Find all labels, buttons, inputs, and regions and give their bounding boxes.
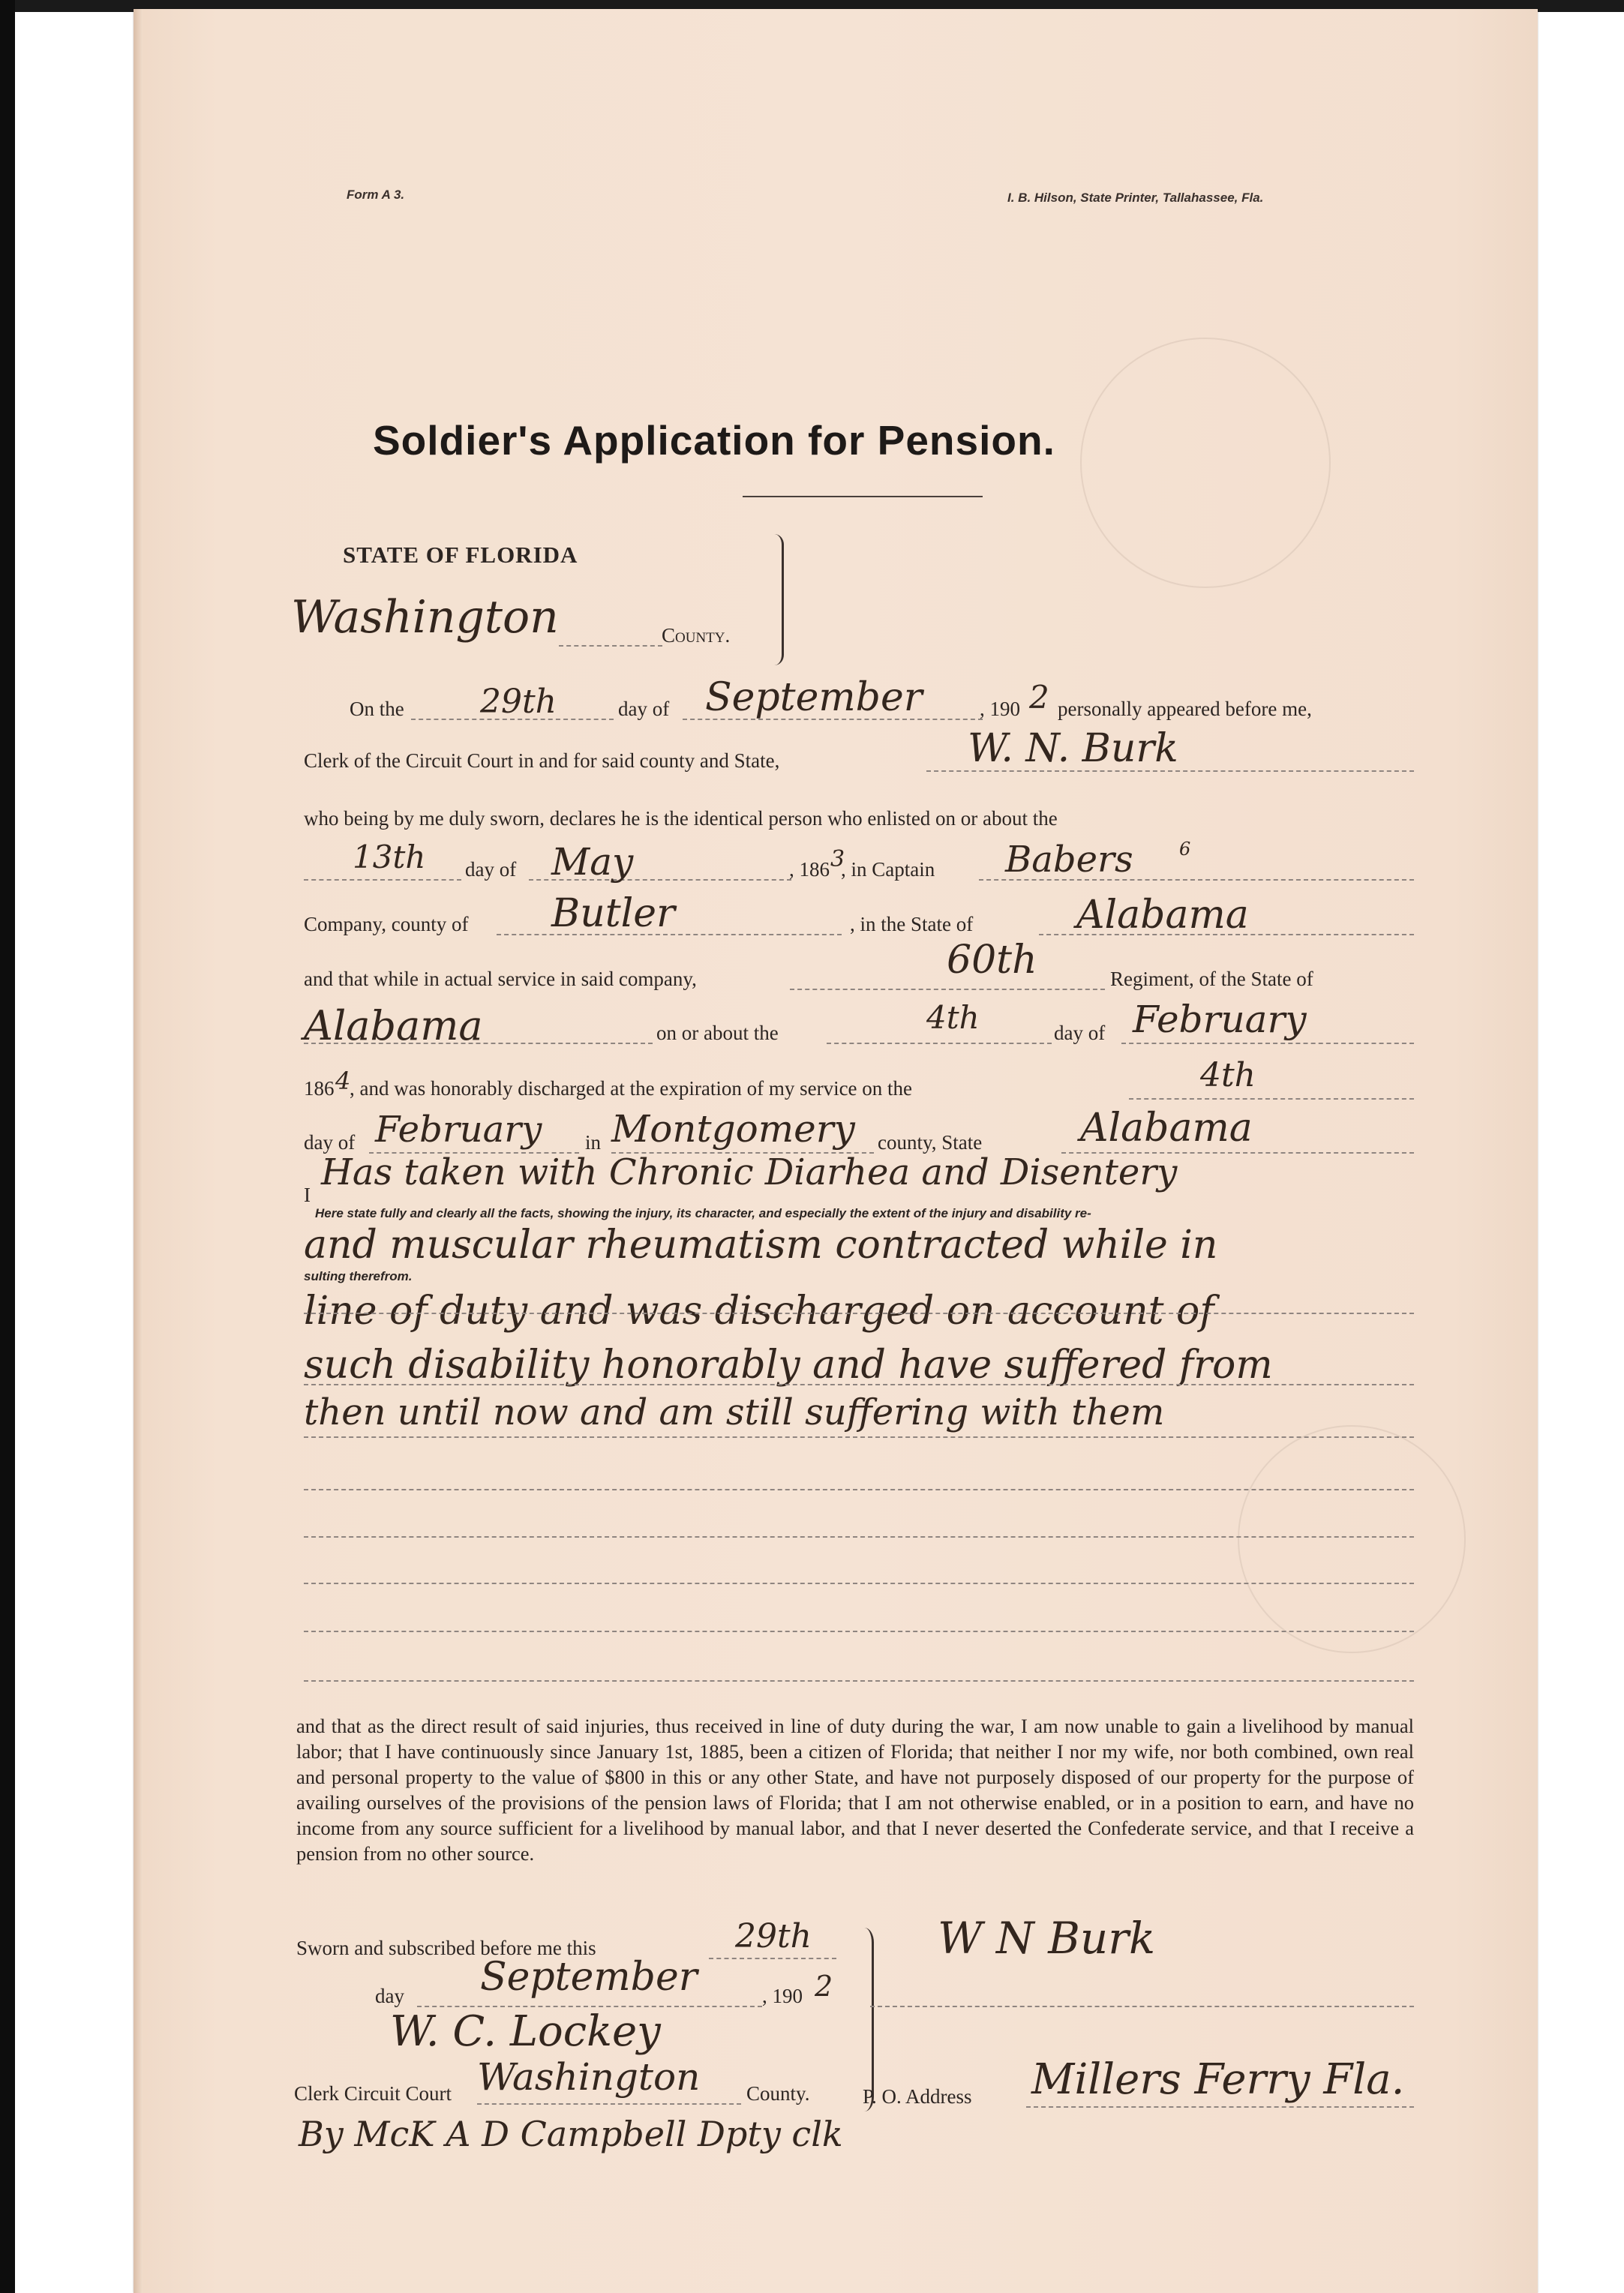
applicant-signature: W N Burk	[938, 1913, 1156, 1964]
po-address-handwritten: Millers Ferry Fla.	[1031, 2055, 1405, 2104]
embossed-seal	[1080, 338, 1331, 588]
company-county-label: Company, county of	[304, 913, 469, 935]
county-line	[559, 645, 662, 647]
discharge-state-handwritten: Alabama	[1080, 1106, 1253, 1151]
in-label: in	[585, 1131, 602, 1154]
county-state-label: county, State	[878, 1131, 983, 1154]
enlist-month-handwritten: May	[551, 840, 634, 884]
injury-line-5: then until now and am still suffering with them	[304, 1391, 1165, 1433]
po-address-line	[1026, 2106, 1414, 2108]
in-state-of-label: , in the State of	[850, 913, 974, 935]
service-month-line	[1121, 1043, 1414, 1044]
on-the-label: On the	[350, 698, 404, 720]
statement-line	[304, 1436, 1414, 1438]
signature-line	[870, 2006, 1414, 2007]
enlist-day-of-label: day of	[465, 858, 517, 881]
venue-brace	[765, 534, 784, 665]
year-digit-handwritten: 2	[1029, 679, 1049, 716]
enlist-day-handwritten: 13th	[353, 839, 426, 875]
reg-state-handwritten: Alabama	[304, 1002, 483, 1049]
discharge-day-line	[1129, 1098, 1414, 1100]
actual-service-label: and that while in actual service in said company,	[304, 968, 697, 990]
on-or-about-label: on or about the	[656, 1022, 779, 1044]
enlist-day-line	[304, 879, 461, 881]
sworn-day-line	[709, 1958, 836, 1959]
statement-line	[304, 1583, 1414, 1584]
discharge-month-handwritten: February	[375, 1109, 542, 1151]
state-label: STATE OF FLORIDA	[343, 542, 578, 568]
discharge-day-handwritten: 4th	[1200, 1056, 1256, 1094]
declaration-paragraph: and that as the direct result of said injuries, thus received in line of duty during the war, I am now unable to gain a livelihood by manual labor; that I have continuously since January 1st, 1885, been a citizen of Florida; that neither I nor my wife, nor both combined, own real and personal property to the value of $800 in this or any other State, and have not purposely disposed of our property for the purpose of availing ourselves of the provisions of the pension laws of Florida; that I am not otherwise enabled, or in a position to earn, and have no income from any source sufficient for a livelihood by manual labor, and that I never deserted the Confederate service, and that I receive a pension from no other source.	[296, 1715, 1414, 1865]
scan-left-border	[0, 0, 15, 2293]
day-of-label: day of	[618, 698, 670, 720]
footer-day-label: day	[375, 1985, 404, 2007]
service-year-handwritten: 4	[335, 1067, 351, 1095]
day-handwritten: 29th	[480, 683, 557, 721]
clerk-county-handwritten: Washington	[477, 2055, 701, 2099]
company-county-handwritten: Butler	[551, 891, 675, 936]
clerk-county-line	[477, 2103, 741, 2105]
sworn-year-handwritten: 2	[815, 1970, 833, 2003]
in-captain-label: , in Captain	[841, 858, 935, 881]
sworn-label: Sworn and subscribed before me this	[296, 1937, 596, 1959]
sworn-day-handwritten: 29th	[735, 1917, 812, 1955]
footer-year-label: , 190	[762, 1985, 803, 2007]
discharge-place-handwritten: Montgomery	[611, 1107, 855, 1151]
service-month-handwritten: February	[1133, 998, 1307, 1041]
po-address-label: P. O. Address	[863, 2085, 972, 2108]
discharged-label: , and was honorably discharged at the expiration of my service on the	[350, 1077, 913, 1100]
paper-edge	[134, 9, 143, 2293]
regiment-handwritten: 60th	[947, 938, 1037, 983]
injury-instruction: Here state fully and clearly all the facts, showing the injury, its character, and especially the extent of the injury and disability re-	[315, 1206, 1091, 1220]
embossed-seal	[1238, 1425, 1466, 1653]
captain-mark: 6	[1179, 839, 1191, 860]
appeared-label: personally appeared before me,	[1058, 698, 1312, 720]
statement-line	[304, 1536, 1414, 1538]
form-title: Soldier's Application for Pension.	[373, 417, 1055, 464]
regiment-label: Regiment, of the State of	[1110, 968, 1313, 990]
i-label: I	[304, 1184, 311, 1206]
deputy-signature: By McK A D Campbell Dpty clk	[299, 2114, 843, 2154]
company-state-handwritten: Alabama	[1076, 893, 1249, 938]
year-186-label: , 186	[789, 858, 830, 881]
injury-line-4: such disability honorably and have suffered from	[304, 1343, 1273, 1388]
clerk-circuit-label: Clerk Circuit Court	[294, 2082, 452, 2105]
statement-line	[304, 1489, 1414, 1490]
signature-brace	[855, 1928, 874, 2111]
statement-line	[304, 1384, 1414, 1385]
sworn-month-handwritten: September	[480, 1955, 698, 2000]
injury-line-3: line of duty and was discharged on account of	[304, 1289, 1214, 1334]
sworn-declares: who being by me duly sworn, declares he is the identical person who enlisted on or about the	[304, 807, 1058, 830]
statement-line	[304, 1680, 1414, 1682]
clerk-intro: Clerk of the Circuit Court in and for said county and State,	[304, 749, 780, 772]
injury-line-2: and muscular rheumatism contracted while in	[304, 1223, 1218, 1268]
county-label: County.	[662, 624, 731, 647]
injury-line-1: Has taken with Chronic Diarhea and Disentery	[321, 1151, 1178, 1193]
applicant-handwritten: W. N. Burk	[968, 726, 1178, 771]
statement-line	[304, 1631, 1414, 1632]
discharge-day-of-label: day of	[304, 1131, 356, 1154]
clerk-signature: W. C. Lockey	[390, 2007, 661, 2056]
service-day-handwritten: 4th	[926, 999, 980, 1036]
form-number: Form A 3.	[347, 188, 405, 202]
year-186-label-2: 186	[304, 1077, 335, 1100]
state-printer: I. B. Hilson, State Printer, Tallahassee, Fla.	[1007, 191, 1264, 205]
enlist-year-handwritten: 3	[830, 846, 845, 872]
month-handwritten: September	[705, 675, 923, 720]
footer-county-label: County.	[746, 2082, 810, 2105]
year-prefix: , 190	[980, 698, 1020, 720]
injury-instruction-2: sulting therefrom.	[304, 1269, 413, 1283]
regiment-line	[790, 989, 1105, 990]
title-underline	[743, 496, 983, 497]
service-day-line	[827, 1043, 1052, 1044]
county-handwritten: Washington	[291, 591, 559, 644]
statement-line	[304, 1313, 1414, 1314]
captain-handwritten: Babers	[1005, 839, 1133, 881]
service-day-of-label: day of	[1054, 1022, 1106, 1044]
